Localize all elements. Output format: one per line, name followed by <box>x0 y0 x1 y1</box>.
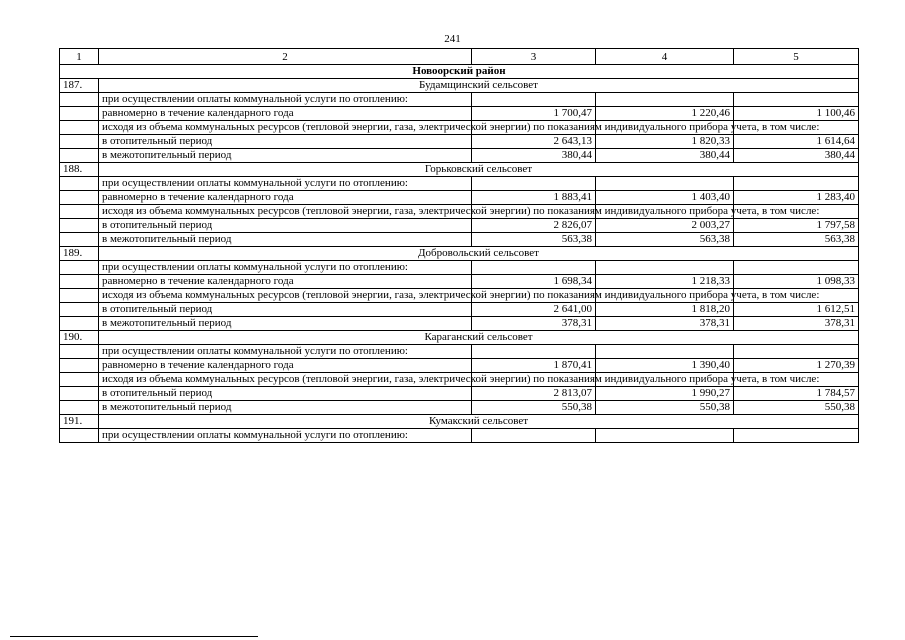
table-row <box>60 233 859 247</box>
district-title: Новоорский район <box>60 65 859 79</box>
value-col-4: 380,44 <box>596 149 734 163</box>
empty-cell <box>60 345 99 359</box>
section-title-row <box>60 331 859 345</box>
empty-cell <box>734 177 859 191</box>
table-row <box>60 303 859 317</box>
value-col-5: 1 612,51 <box>734 303 859 317</box>
table-row <box>60 107 859 121</box>
value-col-5: 380,44 <box>734 149 859 163</box>
value-col-4: 1 218,33 <box>596 275 734 289</box>
section-title: Добровольский сельсовет <box>99 247 859 261</box>
empty-cell <box>60 177 99 191</box>
row-intro: при осуществлении оплаты коммунальной услуги по отоплению: <box>99 345 472 359</box>
table-row <box>60 289 859 303</box>
table-row <box>60 387 859 401</box>
empty-cell <box>60 261 99 275</box>
header-col-2: 2 <box>99 49 472 65</box>
row-label: в межотопительный период <box>99 233 472 247</box>
value-col-3: 563,38 <box>472 233 596 247</box>
value-col-5: 1 270,39 <box>734 359 859 373</box>
table-row <box>60 205 859 219</box>
table-row <box>60 373 859 387</box>
value-col-5: 563,38 <box>734 233 859 247</box>
empty-cell <box>60 359 99 373</box>
table-row <box>60 121 859 135</box>
section-index: 189. <box>60 247 99 261</box>
row-intro: при осуществлении оплаты коммунальной услуги по отоплению: <box>99 261 472 275</box>
row-intro: при осуществлении оплаты коммунальной услуги по отоплению: <box>99 429 472 443</box>
empty-cell <box>60 401 99 415</box>
section-title: Кумакский сельсовет <box>99 415 859 429</box>
empty-cell <box>734 429 859 443</box>
header-col-5: 5 <box>734 49 859 65</box>
footnote-separator <box>10 636 258 637</box>
row-label: равномерно в течение календарного года <box>99 107 472 121</box>
value-col-5: 378,31 <box>734 317 859 331</box>
row-label: исходя из объема коммунальных ресурсов (тепловой энергии, газа, электрической энергии) по показаниям индивидуального прибора учета, в том числе: <box>99 205 472 219</box>
empty-cell <box>60 135 99 149</box>
empty-cell <box>596 429 734 443</box>
value-col-3: 1 883,41 <box>472 191 596 205</box>
row-label: в отопительный период <box>99 135 472 149</box>
district-row <box>60 65 859 79</box>
table-row <box>60 219 859 233</box>
value-col-3: 2 641,00 <box>472 303 596 317</box>
row-intro: при осуществлении оплаты коммунальной услуги по отоплению: <box>99 93 472 107</box>
empty-cell <box>596 177 734 191</box>
table-row <box>60 345 859 359</box>
section-title-row <box>60 163 859 177</box>
section-index: 191. <box>60 415 99 429</box>
value-col-4: 378,31 <box>596 317 734 331</box>
empty-cell <box>472 345 596 359</box>
empty-cell <box>60 429 99 443</box>
value-col-5: 1 283,40 <box>734 191 859 205</box>
row-label: в отопительный период <box>99 387 472 401</box>
empty-cell <box>596 93 734 107</box>
row-label: исходя из объема коммунальных ресурсов (тепловой энергии, газа, электрической энергии) по показаниям индивидуального прибора учета, в том числе: <box>99 289 472 303</box>
value-col-5: 1 100,46 <box>734 107 859 121</box>
empty-cell <box>60 317 99 331</box>
value-col-3: 2 643,13 <box>472 135 596 149</box>
empty-cell <box>60 289 99 303</box>
table-row <box>60 261 859 275</box>
table-row <box>60 359 859 373</box>
empty-cell <box>472 93 596 107</box>
table-row <box>60 429 859 443</box>
empty-cell <box>60 107 99 121</box>
empty-cell <box>60 93 99 107</box>
empty-cell <box>60 275 99 289</box>
empty-cell <box>60 191 99 205</box>
empty-cell <box>60 205 99 219</box>
value-col-4: 1 220,46 <box>596 107 734 121</box>
value-col-4: 1 820,33 <box>596 135 734 149</box>
empty-cell <box>734 93 859 107</box>
row-label: в межотопительный период <box>99 317 472 331</box>
value-col-3: 2 813,07 <box>472 387 596 401</box>
value-col-5: 1 797,58 <box>734 219 859 233</box>
table-row <box>60 149 859 163</box>
table-row <box>60 401 859 415</box>
value-col-5: 1 098,33 <box>734 275 859 289</box>
empty-cell <box>472 177 596 191</box>
table-row <box>60 93 859 107</box>
section-index: 187. <box>60 79 99 93</box>
empty-cell <box>734 345 859 359</box>
empty-cell <box>60 303 99 317</box>
page-number: 241 <box>444 33 461 45</box>
table-row <box>60 135 859 149</box>
empty-cell <box>734 261 859 275</box>
table-header-row <box>60 49 859 65</box>
empty-cell <box>60 233 99 247</box>
row-label: в межотопительный период <box>99 401 472 415</box>
section-title: Караганский сельсовет <box>99 331 859 345</box>
value-col-3: 378,31 <box>472 317 596 331</box>
value-col-4: 563,38 <box>596 233 734 247</box>
section-title-row <box>60 247 859 261</box>
table-row <box>60 275 859 289</box>
value-col-3: 1 698,34 <box>472 275 596 289</box>
empty-cell <box>472 429 596 443</box>
empty-cell <box>60 149 99 163</box>
header-col-3: 3 <box>472 49 596 65</box>
tariff-table <box>59 48 859 443</box>
row-label: равномерно в течение календарного года <box>99 275 472 289</box>
table-row <box>60 317 859 331</box>
row-label: равномерно в течение календарного года <box>99 191 472 205</box>
empty-cell <box>60 121 99 135</box>
empty-cell <box>60 387 99 401</box>
value-col-4: 2 003,27 <box>596 219 734 233</box>
table-row <box>60 191 859 205</box>
section-title: Будамщинский сельсовет <box>99 79 859 93</box>
empty-cell <box>60 219 99 233</box>
row-label: в отопительный период <box>99 303 472 317</box>
value-col-4: 1 390,40 <box>596 359 734 373</box>
value-col-4: 1 818,20 <box>596 303 734 317</box>
header-col-1: 1 <box>60 49 99 65</box>
value-col-5: 550,38 <box>734 401 859 415</box>
table-row <box>60 177 859 191</box>
value-col-3: 380,44 <box>472 149 596 163</box>
section-title-row <box>60 79 859 93</box>
section-title-row <box>60 415 859 429</box>
row-label: исходя из объема коммунальных ресурсов (тепловой энергии, газа, электрической энергии) по показаниям индивидуального прибора учета, в том числе: <box>99 121 472 135</box>
row-label: исходя из объема коммунальных ресурсов (тепловой энергии, газа, электрической энергии) по показаниям индивидуального прибора учета, в том числе: <box>99 373 472 387</box>
value-col-3: 1 870,41 <box>472 359 596 373</box>
empty-cell <box>596 261 734 275</box>
value-col-5: 1 784,57 <box>734 387 859 401</box>
section-title: Горьковский сельсовет <box>99 163 859 177</box>
value-col-3: 550,38 <box>472 401 596 415</box>
empty-cell <box>472 261 596 275</box>
row-intro: при осуществлении оплаты коммунальной услуги по отоплению: <box>99 177 472 191</box>
value-col-4: 1 990,27 <box>596 387 734 401</box>
value-col-3: 2 826,07 <box>472 219 596 233</box>
row-label: в отопительный период <box>99 219 472 233</box>
section-index: 190. <box>60 331 99 345</box>
value-col-4: 550,38 <box>596 401 734 415</box>
empty-cell <box>60 373 99 387</box>
header-col-4: 4 <box>596 49 734 65</box>
value-col-4: 1 403,40 <box>596 191 734 205</box>
value-col-3: 1 700,47 <box>472 107 596 121</box>
section-index: 188. <box>60 163 99 177</box>
empty-cell <box>596 345 734 359</box>
value-col-5: 1 614,64 <box>734 135 859 149</box>
row-label: равномерно в течение календарного года <box>99 359 472 373</box>
row-label: в межотопительный период <box>99 149 472 163</box>
